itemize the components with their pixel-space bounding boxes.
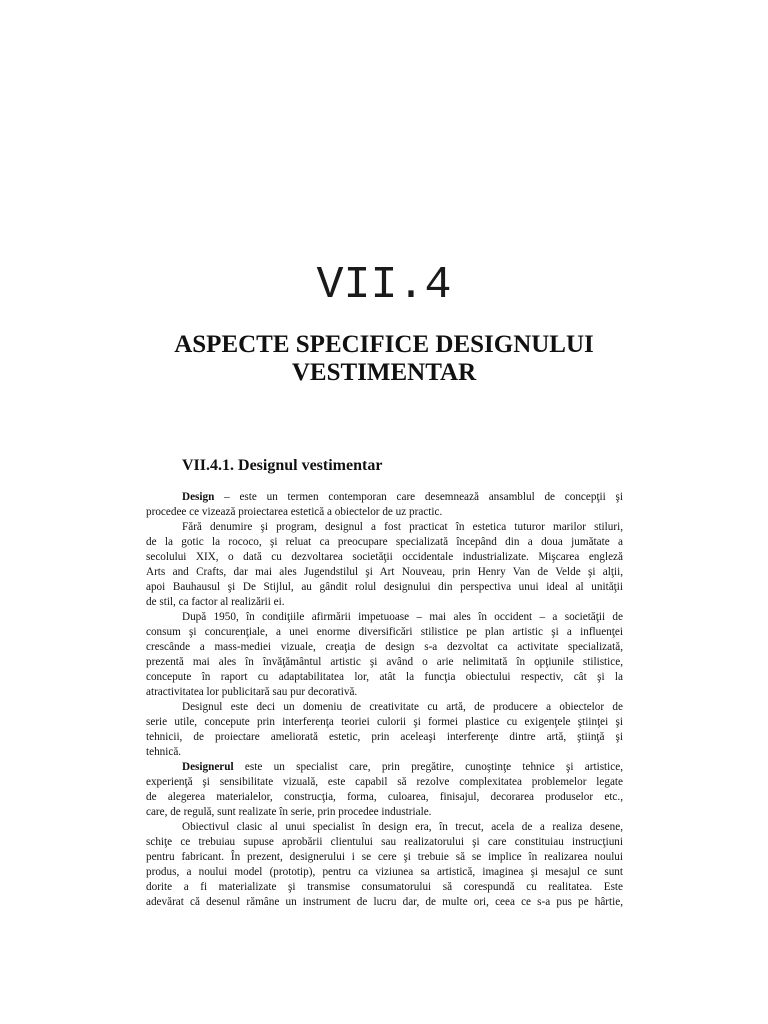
text-line: [146, 490, 623, 505]
text-line: După 1950, în condiţiile afirmării impetuoase – mai ales în occident – a societăţii de: [182, 611, 623, 623]
text-line: experienţă şi sensibilitate vizuală, este capabil să rezolve complexitatea problemelor legate: [146, 776, 623, 788]
text-line: dorite a fi materializate şi transmise consumatorului să corespundă cu realitatea. Este: [146, 881, 623, 893]
text-line: schiţe ce trebuiau supuse aprobării clientului sau realizatorului şi care constituiau instrucţiuni: [146, 836, 623, 848]
text-line: tehnică.: [146, 746, 182, 758]
text-line: care, de regulă, sunt realizate în serie, prin procedee industriale.: [146, 806, 432, 818]
text-line: [146, 760, 623, 775]
text-line: consum şi concurenţiale, a unei enorme diversificări stilistice pe plan artistic şi a influenţei: [146, 626, 623, 638]
paragraph: [146, 760, 623, 820]
bold-term: Designerul: [182, 761, 234, 773]
paragraph: [146, 610, 623, 700]
text-line: produs, a noului model (prototip), pentru ca viziunea sa artistică, imaginea şi mesajul ce sunt: [146, 866, 623, 878]
chapter-title: [0, 331, 768, 387]
text-line-content: – este un termen contemporan care desemnează ansamblul de concepţii şi: [224, 491, 623, 503]
text-line: crescânde a mass-mediei vizuale, creaţia de design s-a dezvoltat ca activitate specializată,: [146, 641, 623, 653]
chapter-number: VII.4: [316, 260, 452, 311]
text-line-content: este un specialist care, prin pregătire, cunoştinţe tehnice şi artistice,: [244, 761, 624, 773]
bold-term: Design: [182, 491, 215, 503]
text-line: Obiectivul clasic al unui specialist în design era, în trecut, acela de a realiza desene,: [182, 821, 623, 833]
text-line: de la gotic la rococo, şi reluat ca preocupare specializată începând din a doua jumătate a: [146, 536, 623, 548]
text-line: pentru fabricant. În prezent, designerului i se cere şi trebuie să se implice în realizarea noului: [146, 851, 623, 863]
text-line: prezentă mai ales în învăţământul artistic şi având o arie nelimitată în opţiunile stilistice,: [146, 656, 623, 668]
text-line: de stil, ca factor al realizării ei.: [146, 596, 285, 608]
text-line: Designul este deci un domeniu de creativitate cu artă, de producere a obiectelor de: [182, 701, 623, 713]
text-line: Fără denumire şi program, designul a fost practicat în estetica tuturor marilor stiluri,: [182, 521, 623, 533]
chapter-title-line: VESTIMENTAR: [291, 359, 477, 386]
paragraph: [146, 820, 623, 910]
body-text: [146, 490, 623, 910]
text-line: apoi Bauhausul şi De Stijlul, au gândit rolul designului din perspectiva unui ideal al unităţii: [146, 581, 623, 593]
text-line: atractivitatea lor publicitară sau pur decorativă.: [146, 686, 358, 698]
text-line: secolului XIX, o dată cu dezvoltarea societăţii occidentale industrializate. Mişcarea engleză: [146, 551, 623, 563]
text-line: serie utile, concepute prin interferenţa teoriei culorii şi formei plastice cu exigenţele ştiinţei şi: [146, 716, 623, 728]
text-line: adevărat că desenul rămâne un instrument de lucru dar, de multe ori, ceea ce s-a pus pe hârtie,: [146, 896, 623, 908]
text-line: procedee ce vizează proiectarea estetică a obiectelor de uz practic.: [146, 506, 443, 518]
section-heading: VII.4.1. Designul vestimentar: [182, 457, 383, 474]
text-line: de alegerea materialelor, construcţia, forma, culoarea, finisajul, decorarea produselor etc.,: [146, 791, 623, 803]
paragraph: [146, 520, 623, 610]
paragraph: [146, 490, 623, 520]
text-line: tehnicii, de proiectare ameliorată estetic, prin aceleaşi interferenţe dintre artă, ştiinţă şi: [146, 731, 623, 743]
chapter-title-line: ASPECTE SPECIFICE DESIGNULUI: [174, 331, 594, 358]
text-line: Arts and Crafts, dar mai ales Jugendstilul şi Art Nouveau, prin Henry Van de Velde şi alţii,: [146, 566, 623, 578]
paragraph: [146, 700, 623, 760]
text-line: concepute în raport cu adaptabilitatea lor, atât la funcţia obiectului respectiv, cât şi la: [146, 671, 623, 683]
